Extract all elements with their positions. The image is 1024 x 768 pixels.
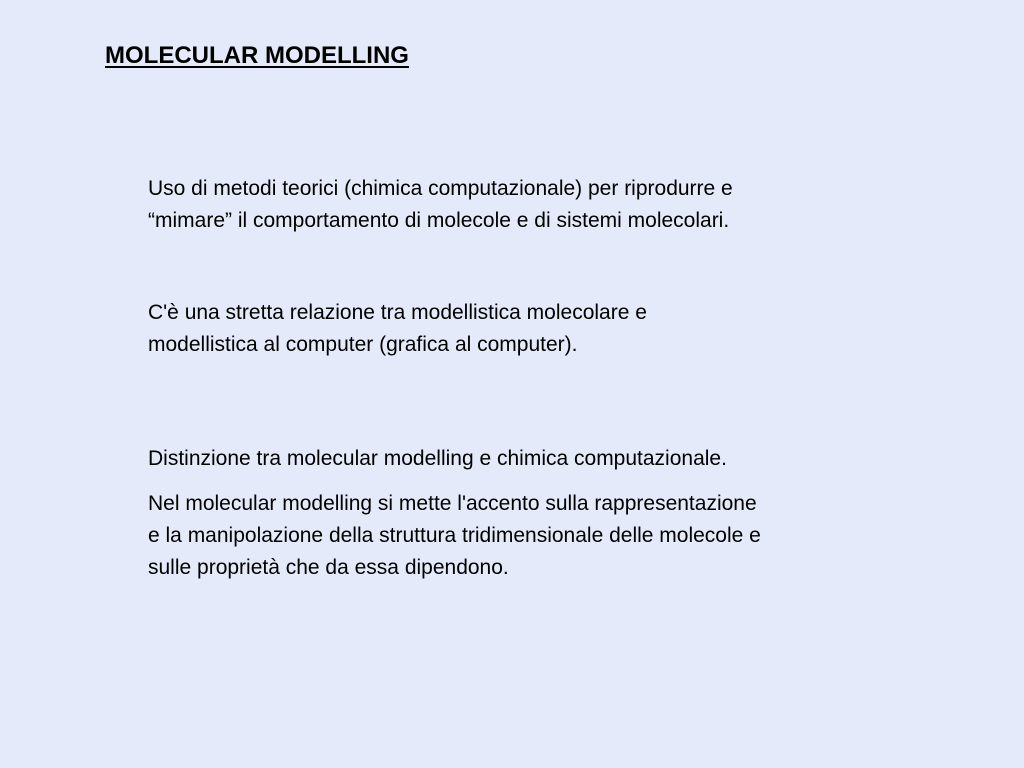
paragraph-line: modellistica al computer (grafica al computer). [148, 333, 578, 356]
paragraph-line: e la manipolazione della struttura tridimensionale delle molecole e [148, 524, 761, 547]
paragraph-line: C'è una stretta relazione tra modellistica molecolare e [148, 301, 647, 324]
paragraph-line: Nel molecular modelling si mette l'accento sulla rappresentazione [148, 492, 757, 515]
paragraph-distinction [148, 443, 918, 475]
paragraph-emphasis [148, 488, 918, 584]
paragraph-line: sulle proprietà che da essa dipendono. [148, 556, 509, 579]
paragraph-line: “mimare” il comportamento di molecole e di sistemi molecolari. [148, 209, 730, 232]
paragraph-relation [148, 297, 918, 361]
paragraph-definition [148, 173, 918, 237]
paragraph-line: Distinzione tra molecular modelling e chimica computazionale. [148, 447, 727, 470]
paragraph-line: Uso di metodi teorici (chimica computazionale) per riprodurre e [148, 177, 733, 200]
slide-title: MOLECULAR MODELLING [105, 42, 409, 69]
